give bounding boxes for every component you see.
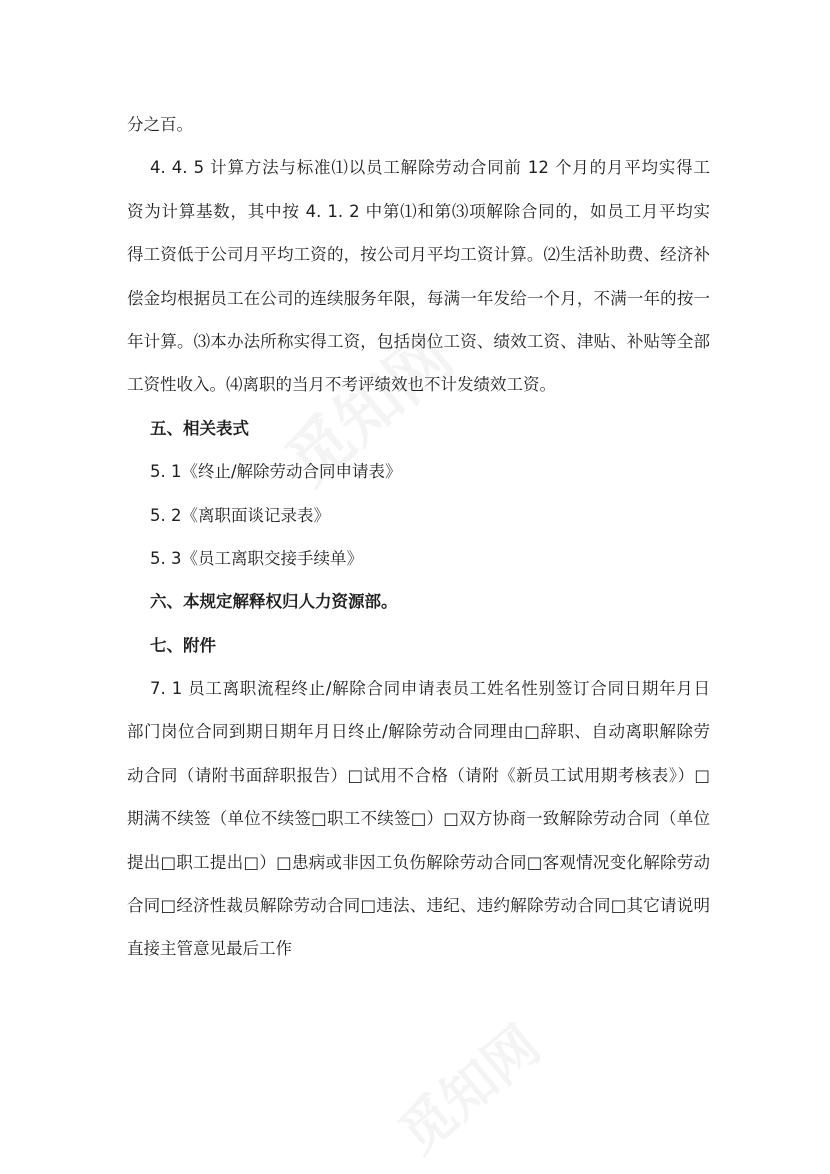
section-6 — [127, 580, 710, 623]
form-list-item: 5. 1《终止/解除劳动合同申请表》 — [150, 462, 402, 482]
paragraph-line: 合同□经济性裁员解除劳动合同□违法、违纪、违约解除劳动合同□其它请说明 — [127, 896, 710, 916]
section-7 — [127, 624, 710, 971]
section-heading: 五、相关表式 — [150, 418, 249, 438]
paragraph-line: 直接主管意见最后工作 — [127, 939, 292, 959]
paragraph-line: 资为计算基数，其中按 4. 1. 2 中第⑴和第⑶项解除合同的，如员工月平均实 — [127, 201, 710, 221]
section-heading: 六、本规定解释权归人力资源部。 — [150, 592, 398, 612]
paragraph-line: 工资性收入。⑷离职的当月不考评绩效也不计发绩效工资。 — [127, 375, 556, 395]
clause-4-4-5 — [127, 146, 710, 406]
continuation-line: 分之百。 — [127, 115, 193, 134]
paragraph-line: 偿金均根据员工在公司的连续服务年限，每满一年发给一个月，不满一年的按一 — [127, 288, 710, 308]
paragraph-line: 提出□职工提出□）□患病或非因工负伤解除劳动合同□客观情况变化解除劳动 — [127, 852, 710, 872]
section-heading: 七、附件 — [150, 635, 216, 655]
paragraph-line: 得工资低于公司月平均工资的，按公司月平均工资计算。⑵生活补助费、经济补 — [127, 245, 710, 265]
section-5 — [127, 407, 710, 581]
paragraph-line: 动合同（请附书面辞职报告）□试用不合格（请附《新员工试用期考核表》）□ — [127, 765, 710, 785]
paragraph-line: 期满不续签（单位不续签□职工不续签□）□双方协商一致解除劳动合同（单位 — [127, 809, 710, 829]
paragraph-line: 4. 4. 5 计算方法与标准⑴以员工解除劳动合同前 12 个月的月平均实得工 — [150, 158, 710, 178]
form-list-item: 5. 2《离职面谈记录表》 — [150, 505, 330, 525]
document-body — [127, 103, 710, 971]
form-list-item: 5. 3《员工离职交接手续单》 — [150, 548, 363, 568]
paragraph-line: 部门岗位合同到期日期年月日终止/解除劳动合同理由□辞职、自动离职解除劳 — [127, 722, 710, 742]
watermark — [386, 1012, 555, 1167]
paragraph-line: 年计算。⑶本办法所称实得工资，包括岗位工资、绩效工资、津贴、补贴等全部 — [127, 331, 710, 351]
paragraph-line: 7. 1 员工离职流程终止/解除合同申请表员工姓名性别签订合同日期年月日 — [150, 679, 710, 699]
